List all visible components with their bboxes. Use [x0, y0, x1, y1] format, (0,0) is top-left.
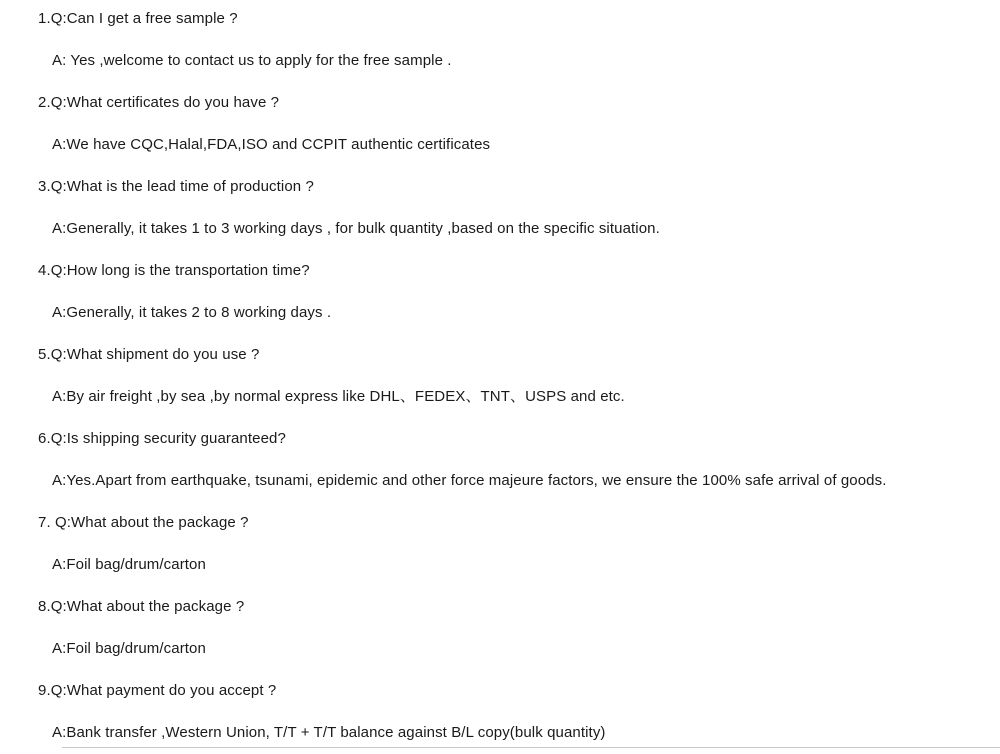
faq-question: 8.Q:What about the package ?	[38, 598, 245, 615]
faq-question: 3.Q:What is the lead time of production ?	[38, 178, 314, 195]
faq-item	[0, 250, 1000, 334]
faq-question: 4.Q:How long is the transportation time?	[38, 262, 310, 279]
faq-answer: A:Bank transfer ,Western Union, T/T + T/T balance against B/L copy(bulk quantity)	[52, 724, 606, 741]
faq-answer: A:Generally, it takes 1 to 3 working days , for bulk quantity ,based on the specific situation.	[52, 220, 660, 237]
faq-answer: A: Yes ,welcome to contact us to apply for the free sample .	[52, 52, 452, 69]
faq-item	[0, 334, 1000, 418]
faq-question: 1.Q:Can I get a free sample ?	[38, 10, 238, 27]
faq-question: 6.Q:Is shipping security guaranteed?	[38, 430, 286, 447]
bottom-divider	[62, 747, 1000, 748]
faq-item	[0, 0, 1000, 82]
faq-question: 7. Q:What about the package ?	[38, 514, 249, 531]
faq-answer: A:Foil bag/drum/carton	[52, 640, 206, 657]
faq-item	[0, 502, 1000, 586]
faq-question: 9.Q:What payment do you accept ?	[38, 682, 277, 699]
faq-item	[0, 670, 1000, 754]
faq-question: 5.Q:What shipment do you use ?	[38, 346, 260, 363]
faq-question: 2.Q:What certificates do you have ?	[38, 94, 280, 111]
faq-answer: A:Generally, it takes 2 to 8 working days .	[52, 304, 332, 321]
faq-answer: A:Foil bag/drum/carton	[52, 556, 206, 573]
faq-answer: A:We have CQC,Halal,FDA,ISO and CCPIT authentic certificates	[52, 136, 491, 153]
faq-item	[0, 418, 1000, 502]
faq-item	[0, 82, 1000, 166]
faq-answer: A:By air freight ,by sea ,by normal express like DHL、FEDEX、TNT、USPS and etc.	[52, 388, 625, 405]
faq-answer: A:Yes.Apart from earthquake, tsunami, epidemic and other force majeure factors, we ensure the 100% safe arrival of goods.	[52, 472, 887, 489]
faq-item	[0, 166, 1000, 250]
faq-item	[0, 586, 1000, 670]
